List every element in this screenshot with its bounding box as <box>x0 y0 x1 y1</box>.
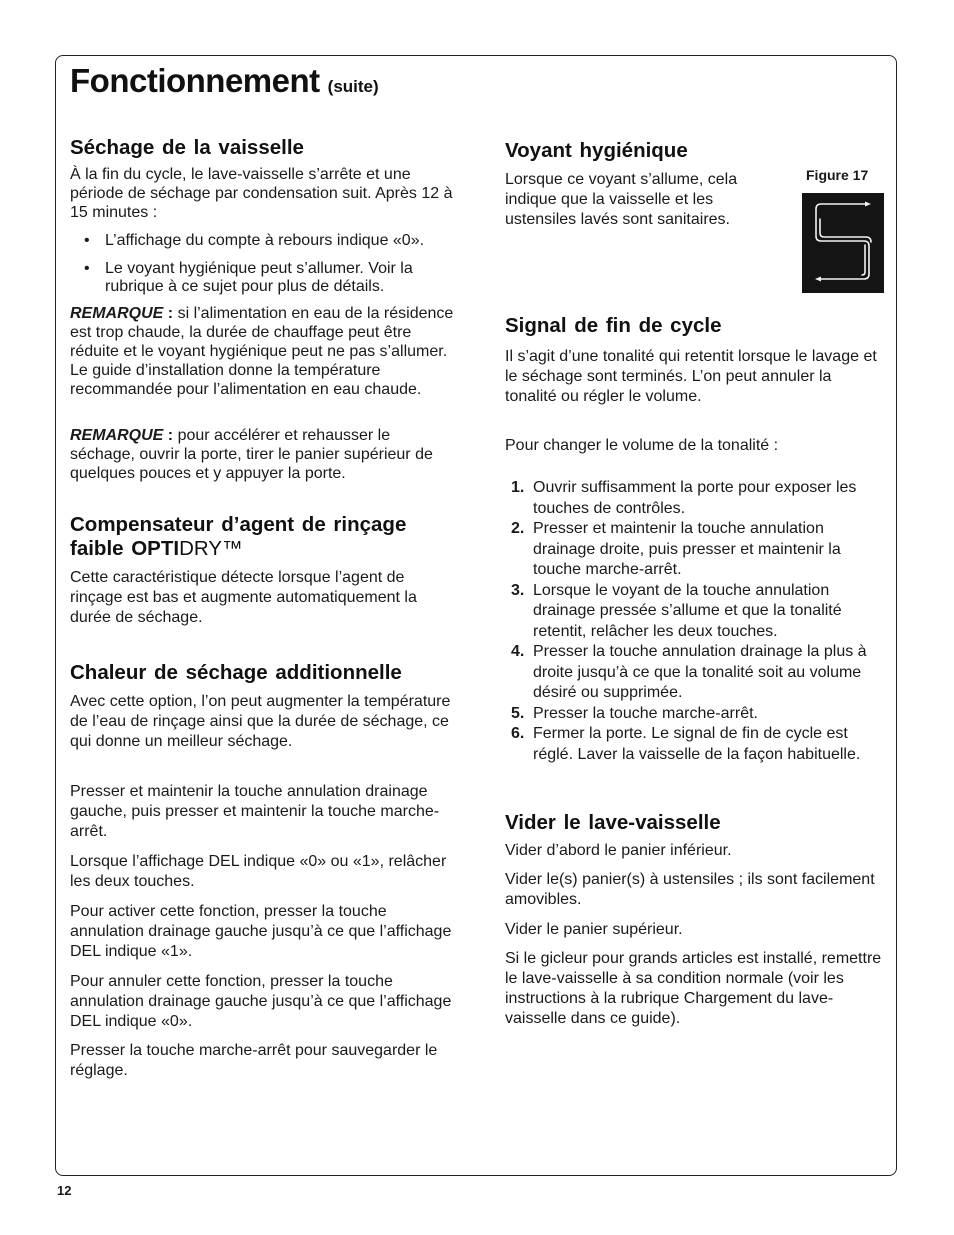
list-item: 5. Presser la touche marche-arrêt. <box>511 704 758 722</box>
page-number: 12 <box>57 1183 72 1198</box>
chaleur-paragraph: Presser et maintenir la touche annulation drainage gauche, puis presser et maintenir la touche marche-arrêt. <box>70 783 440 840</box>
sechage-intro: À la fin du cycle, le lave-vaisselle s’arrête et une période de séchage par condensation suit. Après 12 à 15 minutes : <box>70 166 453 221</box>
sechage-note-1: REMARQUE : si l’alimentation en eau de la résidence est trop chaude, la durée de chauffage peut être réduite et le voyant hygiénique peut ne pas s’allumer. Le guide d’installation donne la température recommandée pour l’alimentation en eau chaude. <box>70 305 454 398</box>
list-item: 4. Presser la touche annulation drainage la plus à droite jusqu’à ce que la tonalité soit au volume désiré ou supprimée. <box>511 643 867 701</box>
list-item: • L’affichage du compte à rebours indique «0». <box>70 232 454 251</box>
list-item: 3. Lorsque le voyant de la touche annulation drainage pressée s’allume et que la tonalité retentit, relâcher les deux touches. <box>511 581 842 640</box>
signal-steps <box>505 478 887 765</box>
list-item: • Le voyant hygiénique peut s’allumer. Voir la rubrique à ce sujet pour plus de détails. <box>70 260 454 297</box>
section-heading-compensateur: Compensateur d’agent de rinçage faible OPTIDRY™ <box>70 513 407 560</box>
page-subtitle: (suite) <box>327 77 379 96</box>
vider-paragraph: Vider le panier supérieur. <box>505 921 683 938</box>
section-heading-vider: Vider le lave-vaisselle <box>505 811 721 834</box>
section-heading-signal: Signal de fin de cycle <box>505 314 722 337</box>
section-heading-chaleur: Chaleur de séchage additionnelle <box>70 661 402 684</box>
section-heading-sechage: Séchage de la vaisselle <box>70 136 304 159</box>
chaleur-paragraph: Pour activer cette fonction, presser la touche annulation drainage gauche jusqu’à ce que l’affichage DEL indique «1». <box>70 903 452 960</box>
compensateur-text: Cette caractéristique détecte lorsque l’agent de rinçage est bas et augmente automatiquement la durée de séchage. <box>70 569 417 626</box>
chaleur-paragraph: Presser la touche marche-arrêt pour sauvegarder le réglage. <box>70 1042 438 1079</box>
figure-label: Figure 17 <box>806 167 869 183</box>
voyant-text: Lorsque ce voyant s’allume, cela indique que la vaisselle et les ustensiles lavés sont sanitaires. <box>505 171 738 228</box>
vider-paragraph: Vider d’abord le panier inférieur. <box>505 842 732 859</box>
vider-paragraph: Vider le(s) panier(s) à ustensiles ; ils sont facilement amovibles. <box>505 871 875 908</box>
page-title: Fonctionnement (suite) <box>70 62 379 99</box>
sechage-note-2: REMARQUE : pour accélérer et rehausser le séchage, ouvrir la porte, tirer le panier supérieur de quelques pouces et y appuyer la porte. <box>70 427 433 482</box>
chaleur-paragraph: Lorsque l’affichage DEL indique «0» ou «1», relâcher les deux touches. <box>70 853 447 890</box>
sanitize-path-icon <box>802 193 884 293</box>
list-item: 2. Presser et maintenir la touche annulation drainage droite, puis presser et maintenir la touche marche-arrêt. <box>511 520 841 578</box>
list-item: 6. Fermer la porte. Le signal de fin de cycle est réglé. Laver la vaisselle de la façon habituelle. <box>511 725 861 763</box>
chaleur-paragraph: Pour annuler cette fonction, presser la touche annulation drainage gauche jusqu’à ce que l’affichage DEL indique «0». <box>70 973 452 1030</box>
section-heading-voyant: Voyant hygiénique <box>505 139 688 162</box>
sanitize-indicator-figure <box>802 193 884 293</box>
chaleur-paragraph: Avec cette option, l’on peut augmenter la température de l’eau de rinçage ainsi que la durée de séchage, ce qui donne un meilleur séchage. <box>70 693 451 750</box>
signal-change-volume: Pour changer le volume de la tonalité : <box>505 437 779 454</box>
sechage-bullets <box>70 232 454 297</box>
vider-paragraph: Si le gicleur pour grands articles est installé, remettre le lave-vaisselle à sa condition normale (voir les instructions à la rubrique Chargement du lave-vaisselle dans ce guide). <box>505 950 882 1027</box>
signal-intro: Il s’agit d’une tonalité qui retentit lorsque le lavage et le séchage sont terminés. L’on peut annuler la tonalité ou régler le volume. <box>505 348 877 405</box>
list-item: 1. Ouvrir suffisamment la porte pour exposer les touches de contrôles. <box>511 479 857 517</box>
